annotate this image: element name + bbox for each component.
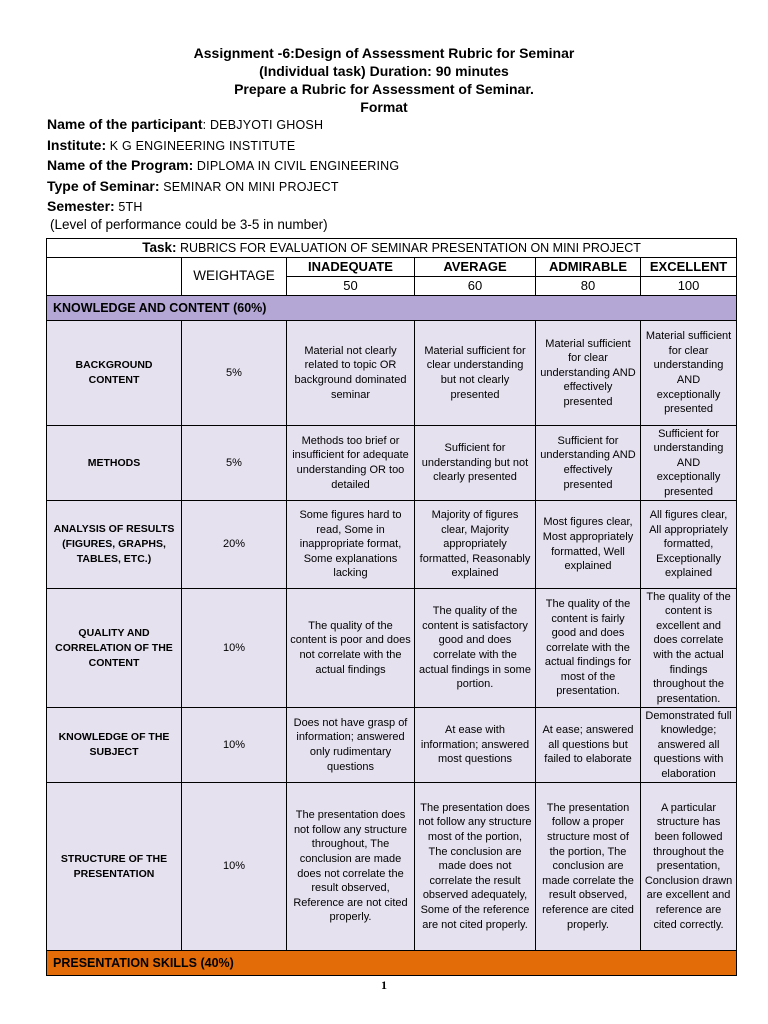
participant-label: Name of the participant bbox=[47, 116, 203, 132]
inadequate-cell: Material not clearly related to topic OR background dominated seminar bbox=[287, 321, 415, 426]
seminar-type-label: Type of Seminar: bbox=[47, 178, 160, 194]
average-cell: Sufficient for understanding but not clearly presented bbox=[415, 426, 536, 501]
rubric-row bbox=[47, 783, 737, 951]
criterion-cell: KNOWLEDGE OF THE SUBJECT bbox=[47, 708, 182, 783]
level-admirable: ADMIRABLE bbox=[536, 258, 641, 277]
excellent-cell: Demonstrated full knowledge; answered all questions with elaboration bbox=[641, 708, 737, 783]
weightage-header: WEIGHTAGE bbox=[182, 258, 287, 296]
institute-line bbox=[47, 136, 295, 155]
criterion-cell: METHODS bbox=[47, 426, 182, 501]
semester-line bbox=[47, 197, 143, 216]
weight-cell: 10% bbox=[182, 589, 287, 708]
admirable-cell: Sufficient for understanding AND effectively presented bbox=[536, 426, 641, 501]
performance-note: (Level of performance could be 3-5 in number) bbox=[50, 217, 328, 232]
excellent-cell: Sufficient for understanding AND exceptionally presented bbox=[641, 426, 737, 501]
criterion-cell: STRUCTURE OF THE PRESENTATION bbox=[47, 783, 182, 951]
criterion-cell: BACKGROUND CONTENT bbox=[47, 321, 182, 426]
rubric-row bbox=[47, 321, 737, 426]
admirable-cell: The quality of the content is fairly good and does correlate with the actual findings for most of the presentation. bbox=[536, 589, 641, 708]
average-cell: The quality of the content is satisfactory good and does correlate with the actual findings in some portion. bbox=[415, 589, 536, 708]
score-admirable: 80 bbox=[536, 277, 641, 296]
level-excellent: EXCELLENT bbox=[641, 258, 737, 277]
admirable-cell: Material sufficient for clear understanding AND effectively presented bbox=[536, 321, 641, 426]
seminar-type-line bbox=[47, 177, 339, 196]
page-number: 1 bbox=[381, 978, 387, 992]
inadequate-cell: Methods too brief or insufficient for adequate understanding OR too detailed bbox=[287, 426, 415, 501]
criterion-cell: ANALYSIS OF RESULTS (FIGURES, GRAPHS, TABLES, ETC.) bbox=[47, 501, 182, 589]
average-cell: The presentation does not follow any structure most of the portion, The conclusion are made does not correlate the result observed adequately, Some of the reference are not cited properly. bbox=[415, 783, 536, 951]
score-inadequate: 50 bbox=[287, 277, 415, 296]
institute-value: K G ENGINEERING INSTITUTE bbox=[106, 139, 296, 153]
rubric-row bbox=[47, 501, 737, 589]
inadequate-cell: The quality of the content is poor and does not correlate with the actual findings bbox=[287, 589, 415, 708]
criterion-cell: QUALITY AND CORRELATION OF THE CONTENT bbox=[47, 589, 182, 708]
admirable-cell: The presentation follow a proper structure most of the portion, The conclusion are made correlate the result observed, reference are cited properly. bbox=[536, 783, 641, 951]
task-cell bbox=[47, 239, 737, 258]
task-label: Task: bbox=[142, 239, 177, 255]
excellent-cell: A particular structure has been followed throughout the presentation, Conclusion drawn are excellent and reference are cited correctly. bbox=[641, 783, 737, 951]
rubric-table bbox=[46, 238, 737, 976]
assignment-title: Assignment -6:Design of Assessment Rubric for Seminar bbox=[193, 45, 575, 61]
participant-line bbox=[47, 115, 323, 134]
excellent-cell: Material sufficient for clear understanding AND exceptionally presented bbox=[641, 321, 737, 426]
excellent-cell: All figures clear, All appropriately formatted, Exceptionally explained bbox=[641, 501, 737, 589]
weight-cell: 10% bbox=[182, 708, 287, 783]
rubric-row bbox=[47, 708, 737, 783]
inadequate-cell: Does not have grasp of information; answered only rudimentary questions bbox=[287, 708, 415, 783]
assignment-subtitle: (Individual task) Duration: 90 minutes bbox=[259, 63, 509, 79]
score-excellent: 100 bbox=[641, 277, 737, 296]
assignment-instruction: Prepare a Rubric for Assessment of Seminar. bbox=[234, 81, 534, 97]
program-value: DIPLOMA IN CIVIL ENGINEERING bbox=[193, 159, 400, 173]
program-line bbox=[47, 156, 399, 175]
blank-header-cell bbox=[47, 258, 182, 296]
rubric-row bbox=[47, 426, 737, 501]
excellent-cell: The quality of the content is excellent and does correlate with the actual findings throughout the presentation. bbox=[641, 589, 737, 708]
institute-label: Institute: bbox=[47, 137, 107, 153]
section-knowledge-heading: KNOWLEDGE AND CONTENT (60%) bbox=[47, 296, 737, 321]
average-cell: At ease with information; answered most questions bbox=[415, 708, 536, 783]
program-label: Name of the Program: bbox=[47, 157, 194, 173]
seminar-type-value: SEMINAR ON MINI PROJECT bbox=[159, 180, 339, 194]
inadequate-cell: Some figures hard to read, Some in inappropriate format, Some explanations lacking bbox=[287, 501, 415, 589]
admirable-cell: Most figures clear, Most appropriately formatted, Well explained bbox=[536, 501, 641, 589]
section-presentation-row bbox=[47, 951, 737, 976]
weight-cell: 5% bbox=[182, 426, 287, 501]
weight-cell: 5% bbox=[182, 321, 287, 426]
section-presentation-heading: PRESENTATION SKILLS (40%) bbox=[47, 951, 737, 976]
level-inadequate: INADEQUATE bbox=[287, 258, 415, 277]
section-knowledge-row bbox=[47, 296, 737, 321]
average-cell: Majority of figures clear, Majority appropriately formatted, Reasonably explained bbox=[415, 501, 536, 589]
participant-value: : DEBJYOTI GHOSH bbox=[202, 118, 324, 132]
rubric-row bbox=[47, 589, 737, 708]
semester-label: Semester: bbox=[47, 198, 115, 214]
semester-value: 5TH bbox=[114, 200, 143, 214]
level-header-row bbox=[47, 258, 737, 277]
average-cell: Material sufficient for clear understanding but not clearly presented bbox=[415, 321, 536, 426]
admirable-cell: At ease; answered all questions but failed to elaborate bbox=[536, 708, 641, 783]
score-average: 60 bbox=[415, 277, 536, 296]
weight-cell: 10% bbox=[182, 783, 287, 951]
weight-cell: 20% bbox=[182, 501, 287, 589]
level-average: AVERAGE bbox=[415, 258, 536, 277]
inadequate-cell: The presentation does not follow any structure throughout, The conclusion are made does not correlate the result observed, Reference are not cited properly. bbox=[287, 783, 415, 951]
task-value: RUBRICS FOR EVALUATION OF SEMINAR PRESENTATION ON MINI PROJECT bbox=[176, 240, 641, 255]
format-heading: Format bbox=[360, 99, 408, 115]
task-row bbox=[47, 239, 737, 258]
